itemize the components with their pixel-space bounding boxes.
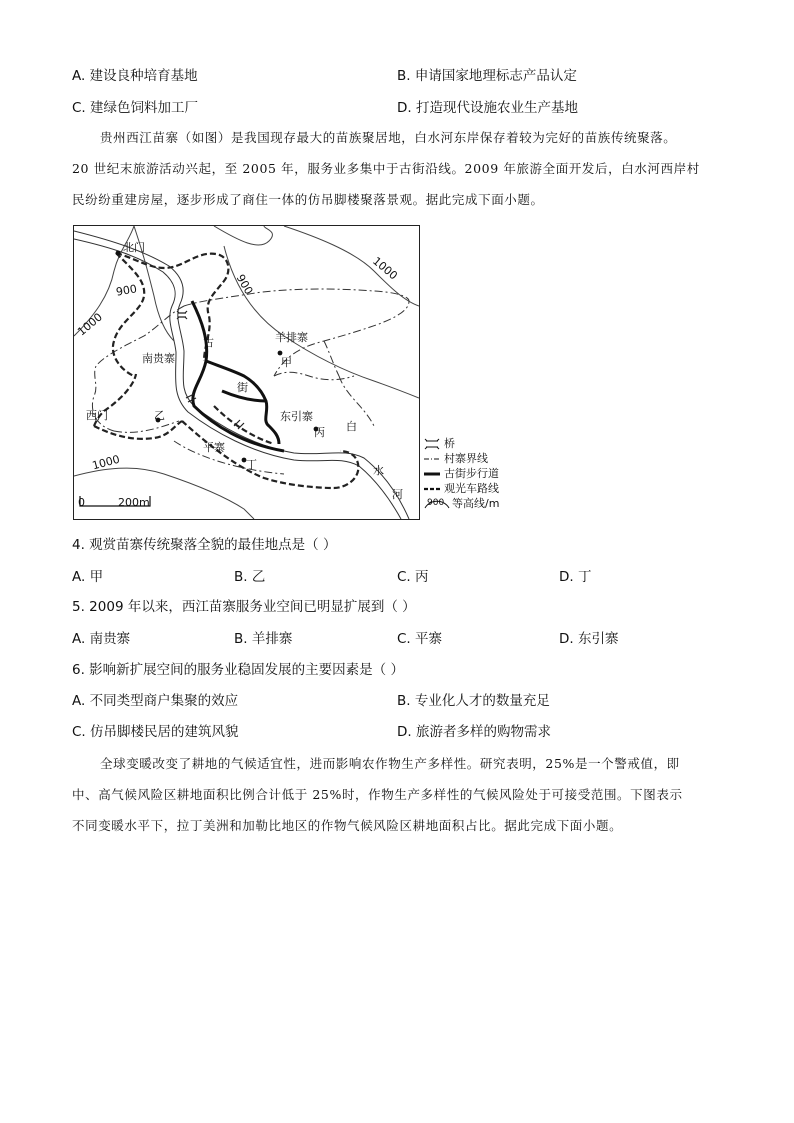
q3-option-d: D. 打造现代设施农业生产基地 bbox=[397, 100, 578, 116]
q4-option-b: B. 乙 bbox=[234, 569, 266, 585]
q5-option-a: A. 南贵寨 bbox=[72, 631, 131, 647]
contour-label-1000-a: 1000 bbox=[75, 310, 105, 339]
label-bai: 白 bbox=[346, 420, 357, 433]
passage-2-line-3: 不同变暖水平下，拉丁美洲和加勒比地区的作物气候风险区耕地面积占比。据此完成下面小题。 bbox=[72, 818, 623, 833]
map-drawing bbox=[74, 226, 419, 519]
legend-sightseeing-label: 观光车路线 bbox=[444, 482, 499, 495]
q5-stem: 5. 2009 年以来，西江苗寨服务业空间已明显扩展到（ ） bbox=[72, 599, 416, 615]
legend-boundary-label: 村寨界线 bbox=[444, 452, 488, 465]
q4-stem: 4. 观赏苗寨传统聚落全貌的最佳地点是（ ） bbox=[72, 537, 337, 553]
passage-1-line-2: 20 世纪末旅游活动兴起，至 2005 年，服务业多集中于古街沿线。2009 年旅游全面开发后，白水河西岸村 bbox=[72, 161, 700, 176]
legend-bridge bbox=[424, 436, 499, 451]
label-he: 河 bbox=[392, 488, 403, 501]
label-dongyin: 东引寨 bbox=[280, 410, 313, 423]
legend-walkway bbox=[424, 466, 499, 481]
passage-1-line-1: 贵州西江苗寨（如图）是我国现存最大的苗族聚居地，白水河东岸保存着较为完好的苗族传统聚落。 bbox=[100, 130, 677, 145]
contour-label-900-b: 900 bbox=[233, 272, 256, 297]
label-bing: 丙 bbox=[314, 426, 325, 439]
legend-contour-value: 900 bbox=[427, 498, 445, 508]
xijiang-map bbox=[73, 225, 420, 520]
q4-option-d: D. 丁 bbox=[559, 569, 592, 585]
label-jie: 街 bbox=[237, 381, 248, 394]
label-yangpai: 羊排寨 bbox=[275, 331, 308, 344]
legend-contour-label: 等高线/m bbox=[452, 497, 500, 510]
bridge-icon bbox=[424, 438, 440, 450]
q4-option-a: A. 甲 bbox=[72, 569, 104, 585]
q4-option-c: C. 丙 bbox=[397, 569, 429, 585]
q5-option-b: B. 羊排寨 bbox=[234, 631, 293, 647]
q3-option-b: B. 申请国家地理标志产品认定 bbox=[397, 68, 577, 84]
legend-sightseeing bbox=[424, 481, 499, 496]
q6-option-c: C. 仿吊脚楼民居的建筑风貌 bbox=[72, 724, 239, 740]
legend-walkway-label: 古街步行道 bbox=[444, 467, 499, 480]
passage-2 bbox=[72, 748, 722, 841]
contour-line-icon bbox=[424, 497, 450, 510]
q6-option-a: A. 不同类型商户集聚的效应 bbox=[72, 693, 239, 709]
walkway-line-icon bbox=[424, 468, 440, 480]
q6-option-d: D. 旅游者多样的购物需求 bbox=[397, 724, 551, 740]
label-ding: 丁 bbox=[246, 458, 257, 471]
legend-bridge-label: 桥 bbox=[444, 437, 455, 450]
label-shui: 水 bbox=[373, 464, 384, 477]
contour-label-1000-c: 1000 bbox=[90, 452, 122, 473]
contour-label-900-a: 900 bbox=[115, 282, 138, 299]
legend-contour bbox=[424, 496, 499, 511]
q6-option-b: B. 专业化人才的数量充足 bbox=[397, 693, 550, 709]
boundary-line-icon bbox=[424, 453, 440, 465]
label-nangui: 南贵寨 bbox=[142, 352, 175, 365]
q5-option-c: C. 平寨 bbox=[397, 631, 443, 647]
label-jia: 甲 bbox=[281, 356, 292, 369]
scale-label-200m: 200m bbox=[118, 496, 150, 509]
q3-option-a: A. 建设良种培育基地 bbox=[72, 68, 198, 84]
map-legend bbox=[424, 436, 499, 511]
q3-option-c: C. 建绿色饲料加工厂 bbox=[72, 100, 199, 116]
label-ximen: 西门 bbox=[86, 409, 108, 422]
passage-1-line-3: 民纷纷重建房屋，逐步形成了商住一体的仿吊脚楼聚落景观。据此完成下面小题。 bbox=[72, 192, 544, 207]
passage-2-line-2: 中、高气候风险区耕地面积比例合计低于 25%时，作物生产多样性的气候风险处于可接受范围。下图表示 bbox=[72, 787, 683, 802]
contour-lines bbox=[74, 226, 419, 519]
passage-1 bbox=[72, 122, 722, 215]
q5-option-d: D. 东引寨 bbox=[559, 631, 619, 647]
label-gu: 古 bbox=[203, 336, 214, 349]
passage-2-line-1: 全球变暖改变了耕地的气候适宜性，进而影响农作物生产多样性。研究表明，25%是一个警戒值，即 bbox=[100, 756, 680, 771]
scale-label-0: 0 bbox=[78, 496, 85, 509]
q6-stem: 6. 影响新扩展空间的服务业稳固发展的主要因素是（ ） bbox=[72, 662, 404, 678]
label-beimen: 北门 bbox=[123, 241, 145, 254]
contour-label-1000-b: 1000 bbox=[370, 254, 400, 283]
label-pingzhai: 平寨 bbox=[203, 441, 225, 454]
sightseeing-line-icon bbox=[424, 483, 440, 495]
legend-boundary bbox=[424, 451, 499, 466]
label-yi: 乙 bbox=[154, 409, 165, 422]
